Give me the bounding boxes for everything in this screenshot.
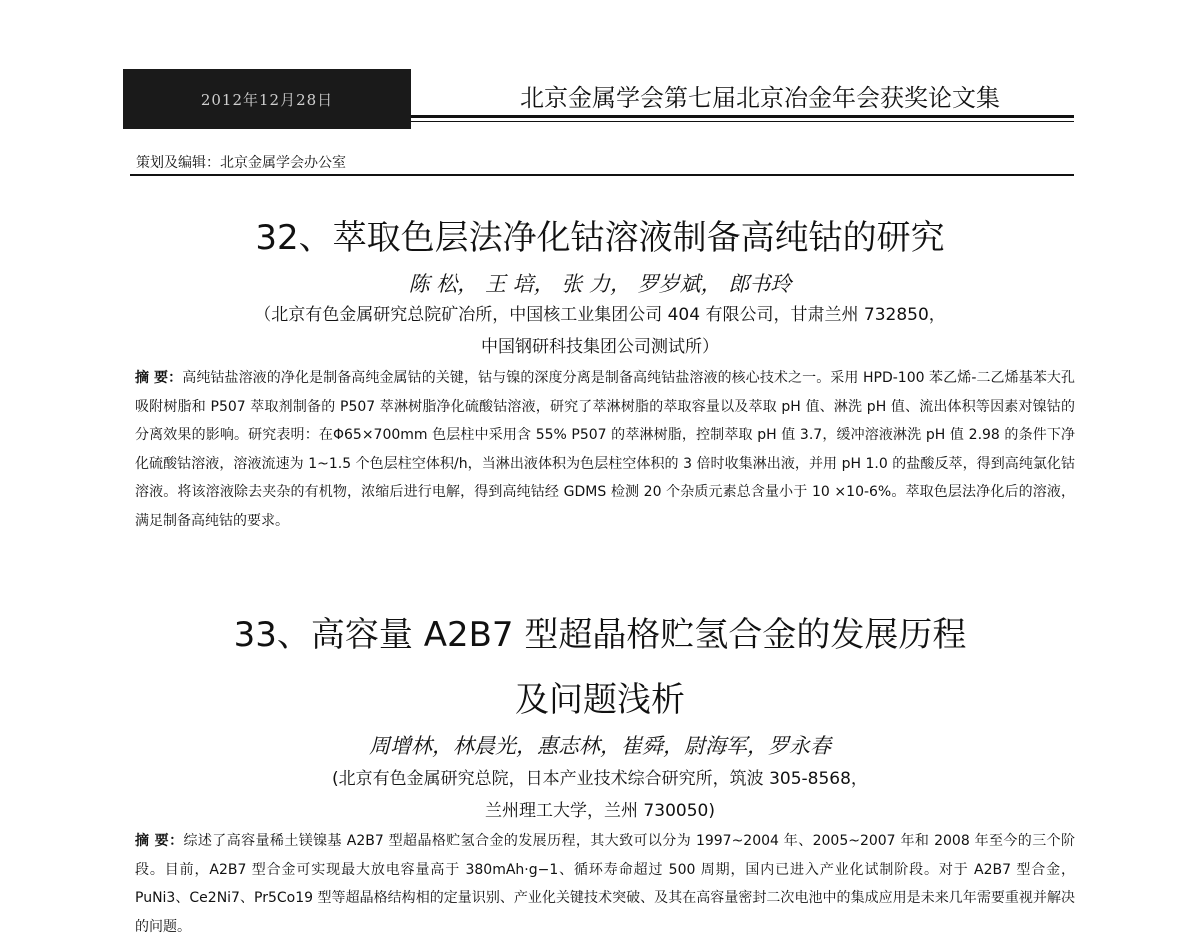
abstract-label: 摘 要： <box>135 370 183 386</box>
editor-line: 策划及编辑：北京金属学会办公室 <box>136 155 346 171</box>
paper-33-title-line2: 及问题浅析 <box>515 680 685 720</box>
paper-32-title: 32、萃取色层法净化钴溶液制备高纯钴的研究 <box>255 218 945 258</box>
editor-rule <box>130 174 1074 176</box>
paper-32-affiliation-line2: 中国钢研科技集团公司测试所） <box>481 337 719 357</box>
collection-title: 北京金属学会第七届北京冶金年会获奖论文集 <box>520 84 1000 112</box>
paper-33-affiliation-line1: (北京有色金属研究总院，日本产业技术综合研究所，筑波 305-8568， <box>332 769 868 789</box>
abstract-label: 摘 要： <box>135 833 184 849</box>
paper-33-affiliation-line2: 兰州理工大学，兰州 730050) <box>485 801 715 821</box>
paper-32-authors: 陈 松， 王 培， 张 力， 罗岁斌， 郎书玲 <box>408 272 792 296</box>
paper-33-authors: 周增林，林晨光，惠志林，崔舜，尉海军，罗永春 <box>369 734 831 758</box>
abstract-text: 综述了高容量稀土镁镍基 A2B7 型超晶格贮氢合金的发展历程，其大致可以分为 1997~2004 年、2005~2007 年和 2008 年至今的三个阶段。目前，A2B7 型合金可实现最大放电容量高于 380mAh·g−1、循环寿命超过 500 周期，国内已进入产业化试制阶段。对于 A2B7 型合金，PuNi3、Ce2Ni7、Pr5Co19 型等超晶格结构相的定量识别、产业化关键技术突破、及其在高容量密封二次电池中的集成应用是未来几年需要重视并解决的问题。 <box>135 833 1075 935</box>
header-rule-thin <box>411 121 1074 122</box>
header-rule <box>411 115 1074 118</box>
paper-33-title-line1: 33、高容量 A2B7 型超晶格贮氢合金的发展历程 <box>233 615 967 655</box>
abstract-text: 高纯钴盐溶液的净化是制备高纯金属钴的关键，钴与镍的深度分离是制备高纯钴盐溶液的核心技术之一。采用 HPD-100 苯乙烯-二乙烯基苯大孔吸附树脂和 P507 萃取剂制备的 P507 萃淋树脂净化硫酸钴溶液，研究了萃淋树脂的萃取容量以及萃取 pH 值、淋洗 pH 值、流出体积等因素对镍钴的分离效果的影响。研究表明：在Φ65×700mm 色层柱中采用含 55% P507 的萃淋树脂，控制萃取 pH 值 3.7，缓冲溶液淋洗 pH 值 2.98 的条件下净化硫酸钴溶液，溶液流速为 1~1.5 个色层柱空体积/h，当淋出液体积为色层柱空体积的 3 倍时收集淋出液，并用 pH 1.0 的盐酸反萃，得到高纯氯化钴溶液。将该溶液除去夹杂的有机物，浓缩后进行电解，得到高纯钴经 GDMS 检测 20 个杂质元素总含量小于 10 ×10-6%。萃取色层法净化后的溶液，满足制备高纯钴的要求。 <box>135 370 1075 529</box>
paper-32-affiliation-line1: （北京有色金属研究总院矿冶所，中国核工业集团公司 404 有限公司，甘肃兰州 732850， <box>254 305 946 325</box>
paper-32-abstract <box>135 364 1075 535</box>
paper-33-abstract <box>135 827 1075 941</box>
header-date: 2012年12月28日 <box>123 69 411 129</box>
